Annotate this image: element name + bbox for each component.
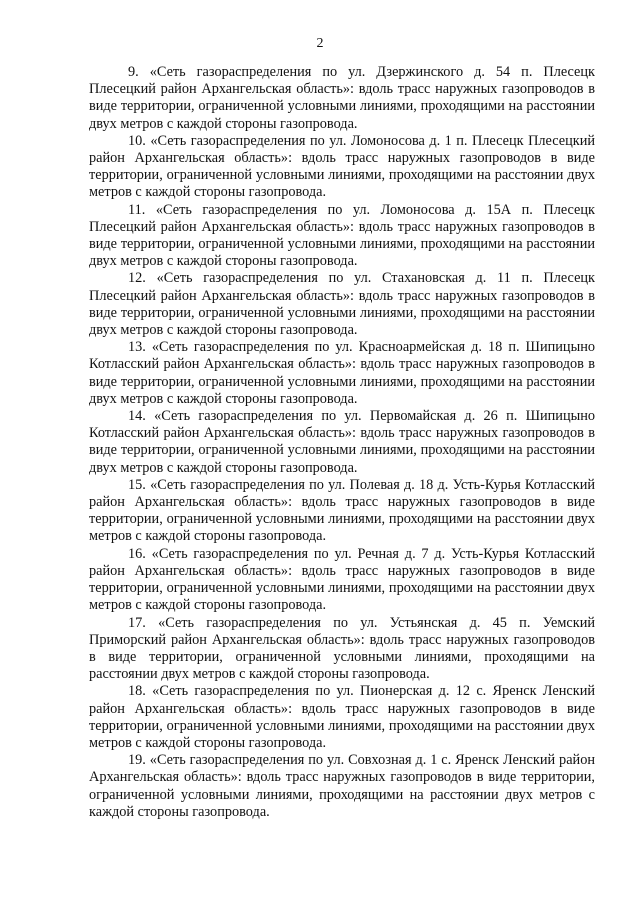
list-item-18 [89,683,595,752]
document-body [89,64,595,821]
item-text: «Сеть газораспределения по ул. Красноармейская д. 18 п. Шипицыно Котласский район Архангельская область»: вдоль трасс наружных газопроводов в виде территории, ограниченной условными линиями, проходящими на расстоянии двух метров с каждой стороны газопровода. [89,339,595,407]
item-number: 10. [128,132,146,149]
item-number: 15. [128,476,146,493]
item-text: «Сеть газораспределения по ул. Устьянская д. 45 п. Уемский Приморский район Архангельская область»: вдоль трасс наружных газопроводов в виде территории, ограниченной условными линиями, проходящими на расстоянии двух метров с каждой стороны газопровода. [89,614,595,683]
item-text: «Сеть газораспределения по ул. Первомайская д. 26 п. Шипицыно Котласский район Архангельская область»: вдоль трасс наружных газопроводов в виде территории, ограниченной условными линиями, проходящими на расстоянии двух метров с каждой стороны газопровода. [89,408,595,476]
list-item-13 [89,339,595,408]
item-text: «Сеть газораспределения по ул. Дзержинского д. 54 п. Плесецк Плесецкий район Архангельская область»: вдоль трасс наружных газопроводов в виде территории, ограниченной условными линиями, проходящими на расстоянии двух метров с каждой стороны газопровода. [89,64,595,132]
item-text: «Сеть газораспределения по ул. Совхозная д. 1 с. Яренск Ленский район Архангельская область»: вдоль трасс наружных газопроводов в виде территории, ограниченной условными линиями, проходящими на расстоянии двух метров с каждой стороны газопровода. [89,752,596,820]
list-item-19 [89,752,595,821]
item-number: 12. [128,270,146,287]
list-item-9 [89,64,595,133]
list-item-10 [89,133,595,202]
item-text: «Сеть газораспределения по ул. Ломоносова д. 15А п. Плесецк Плесецкий район Архангельская область»: вдоль трасс наружных газопроводов в виде территории, ограниченной условными линиями, проходящими на расстоянии двух метров с каждой стороны газопровода. [89,201,595,270]
list-item-16 [89,546,595,615]
list-item-14 [89,408,595,477]
item-number: 14. [128,408,146,425]
list-item-15 [89,477,595,546]
item-number: 19. [128,752,146,769]
list-item-12 [89,270,595,339]
item-text: «Сеть газораспределения по ул. Полевая д. 18 д. Усть-Курья Котласский район Архангельская область»: вдоль трасс наружных газопроводов в виде территории, ограниченной условными линиями, проходящими на расстоянии двух метров с каждой стороны газопровода. [89,476,595,545]
list-item-17 [89,615,595,684]
item-text: «Сеть газораспределения по ул. Стахановская д. 11 п. Плесецк Плесецкий район Архангельская область»: вдоль трасс наружных газопроводов в виде территории, ограниченной условными линиями, проходящими на расстоянии двух метров с каждой стороны газопровода. [89,270,596,339]
item-number: 13. [128,339,146,356]
item-text: «Сеть газораспределения по ул. Ломоносова д. 1 п. Плесецк Плесецкий район Архангельская область»: вдоль трасс наружных газопроводов в виде территории, ограниченной условными линиями, проходящими на расстоянии двух метров с каждой стороны газопровода. [89,132,595,201]
item-number: 9. [128,64,139,80]
item-number: 16. [128,545,146,562]
item-text: «Сеть газораспределения по ул. Пионерская д. 12 с. Яренск Ленский район Архангельская область»: вдоль трасс наружных газопроводов в виде территории, ограниченной условными линиями, проходящими на расстоянии двух метров с каждой стороны газопровода. [89,683,595,751]
item-number: 18. [128,683,146,700]
item-number: 17. [128,614,146,631]
item-number: 11. [128,201,146,218]
list-item-11 [89,202,595,271]
page-number: 2 [316,36,324,51]
item-text: «Сеть газораспределения по ул. Речная д. 7 д. Усть-Курья Котласский район Архангельская область»: вдоль трасс наружных газопроводов в виде территории, ограниченной условными линиями, проходящими на расстоянии двух метров с каждой стороны газопровода. [89,545,595,614]
